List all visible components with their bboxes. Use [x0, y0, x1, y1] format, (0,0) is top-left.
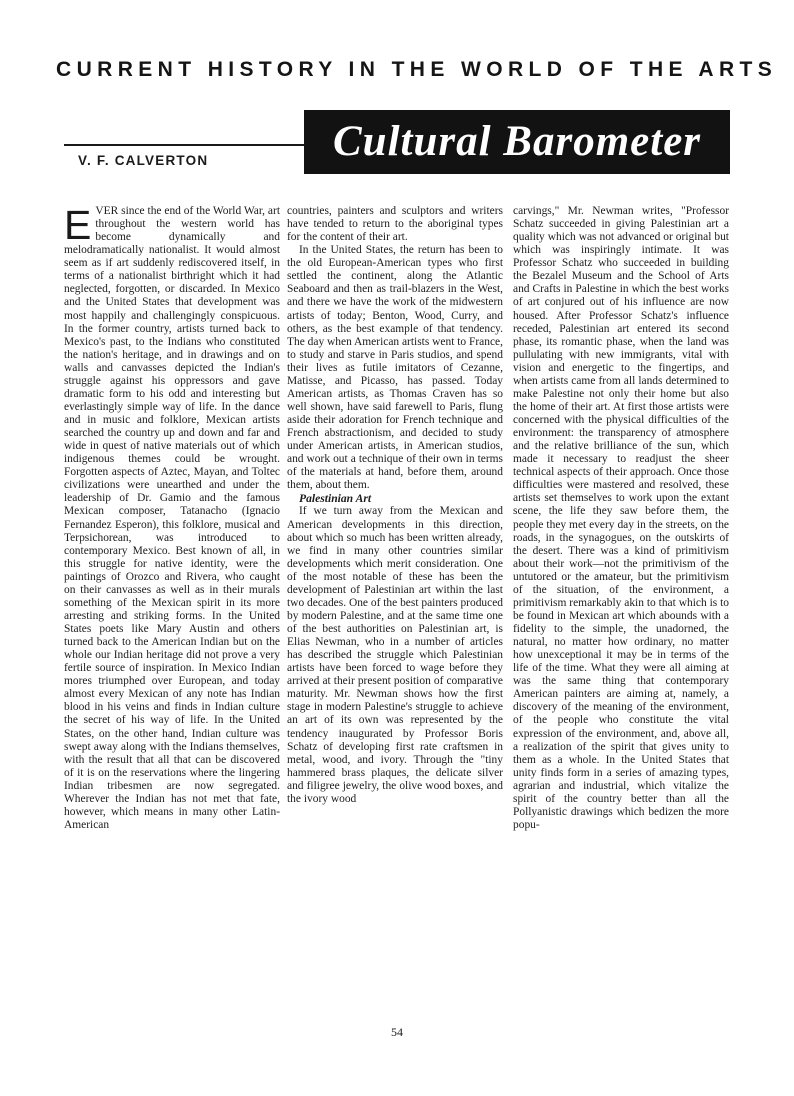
- author-rule: [64, 144, 304, 146]
- article-title: Cultural Barometer: [332, 118, 702, 165]
- paragraph: If we turn away from the Mexican and American developments in this direction, about which so much has been written already, we find in many other countries similar developments which merit consideration. One of the most notable of these has been the development of Palestinian art within the last two decades. One of the best painters produced by modern Palestine, and at the same time one of the best authorities on Palestinian art, is Elias Newman, who in a number of articles has described the struggle which Palestinian artists have been forced to wage before they arrived at their present position of comparative maturity. Mr. Newman shows how the first stage in modern Palestine's struggle to achieve an art of its own was represented by the tendency inaugurated by Professor Boris Schatz of developing first rate craftsmen in metal, wood, and ivory. Through the "tiny hammered brass plaques, the delicate silver and filigree jewelry, the olive wood boxes, and the ivory wood: [287, 505, 503, 805]
- page-number: 54: [391, 1025, 403, 1039]
- paragraph: In the United States, the return has been to the old European-American types who first settled the continent, along the Atlantic Seaboard and then as trail-blazers in the West, and there we have the work of the midwestern artists of today; Benton, Wood, Curry, and others, as the best example of that tendency. The day when American artists went to France, to study and starve in Paris studios, and spend their lives as futile imitators of Cezanne, Matisse, and Picasso, has passed. Today American artists, as Thomas Craven has so well shown, have said farewell to Paris, flung aside their adoration for French technique and French abstractionism, and decided to study under American artists, in American studios, and work out a technique of their own in terms of the materials at hand, before them, around them, about them.: [287, 244, 503, 492]
- text-column-1: [64, 202, 280, 832]
- running-head: CURRENT HISTORY IN THE WORLD OF THE ARTS: [56, 58, 778, 81]
- paragraph: carvings," Mr. Newman writes, "Professor Schatz succeeded in giving Palestinian art a quality which was not advanced or original but which was inspiringly intimate. It was Professor Schatz who succeeded in building the Bezalel Museum and the School of Arts and Crafts in Palestine in which the best works of art conjured out of his influence are now housed. After Professor Schatz's influence receded, Palestinian art entered its second phase, its romantic phase, when the land was pullulating with new immigrants, vital with vision and energetic to the fingertips, and when artists came from all lands determined to make Palestine not only their home but also the home of their art. At first those artists were concerned with the physical difficulties of the environment: the transparency of atmosphere and the relative brilliance of the sun, which made it necessary to readjust the sheer technical aspects of their approach. Once those difficulties were mastered and resolved, these artists set themselves to work upon the extant scene, the life they saw before them, the people they met every day in the streets, on the roads, in the synagogues, on the outskirts of the desert. There was a kind of primitivism about their work—not the primitivism of the untutored or the amateur, but the primitivism of the situation, of the environment, a primitivism remarkably akin to that which is to be found in Mexican art which abounds with a fidelity to the simple, the unadorned, the natural, no matter how ordinary, no matter how unexceptional it may be in terms of the life of the time. What they were all aiming at was the same thing that contemporary American painters are aiming at, namely, a discovery of the meaning of the environment, of the people who constitute the vital expression of the environment, and, above all, a realization of the spirit that gives unity to them as a whole. In the United States that unity finds form in a series of amazing types, agrarian and industrial, which vitalize the spirit of the country better than all the Pollyanistic drawings which bedizen the more popu-: [513, 205, 729, 831]
- title-banner: [304, 110, 730, 174]
- paragraph: [64, 202, 280, 832]
- drop-cap: E: [64, 202, 92, 248]
- paragraph-text: VER since the end of the World War, art throughout the western world has become dynamically and melodramatically nationalist. It would almost seem as if art suddenly rediscovered itself, in terms of a nationalist birthright which it had neglected, forgotten, or discarded. In Mexico and the United States that development was most happily and challengingly conspicuous. In the former country, artists turned back to Mexico's past, to the Indians who constituted the nation's heritage, and in drawings and on walls and canvasses depicted the Indian's struggle against his oppressors and gave dramatic form to his odd and interesting but everlastingly simple way of life. In the dance and in music and folklore, Mexican artists searched the country up and down and far and wide in quest of native materials out of which indigenous themes could be wrought. Forgotten aspects of Aztec, Mayan, and Toltec civilizations were unearthed and under the leadership of Dr. Gamio and the famous Mexican composer, Tatanacho (Ignacio Fernandez Esperon), this folklore, musical and Terpsichorean, was introduced to contemporary Mexico. Best known of all, in this struggle for native identity, were the paintings of Orozco and Rivera, who caught on their canvasses as well as in their murals something of the Mexican spirit in its more arresting and striking forms. In the United States poets like Mary Austin and others turned back to the American Indian but on the whole our Indian heritage did not prove a very fertile source of inspiration. In Mexico Indian mores triumphed over European, and today almost every Mexican of any note has Indian blood in his veins and finds in Indian culture the secret of his way of life. In the United States, on the other hand, Indian culture was swept away along with the Indians themselves, with the result that all that can be discovered of it is on the reservations where the lingering Indian tribesmen are now segregated. Wherever the Indian has not met that fate, however, which means in many other Latin-American: [64, 205, 280, 831]
- text-column-2: [287, 205, 503, 806]
- text-column-3: [513, 205, 729, 832]
- paragraph: countries, painters and sculptors and writers have tended to return to the aboriginal types for the content of their art.: [287, 205, 503, 244]
- author-byline: V. F. CALVERTON: [78, 153, 209, 168]
- section-subhead: Palestinian Art: [299, 492, 372, 506]
